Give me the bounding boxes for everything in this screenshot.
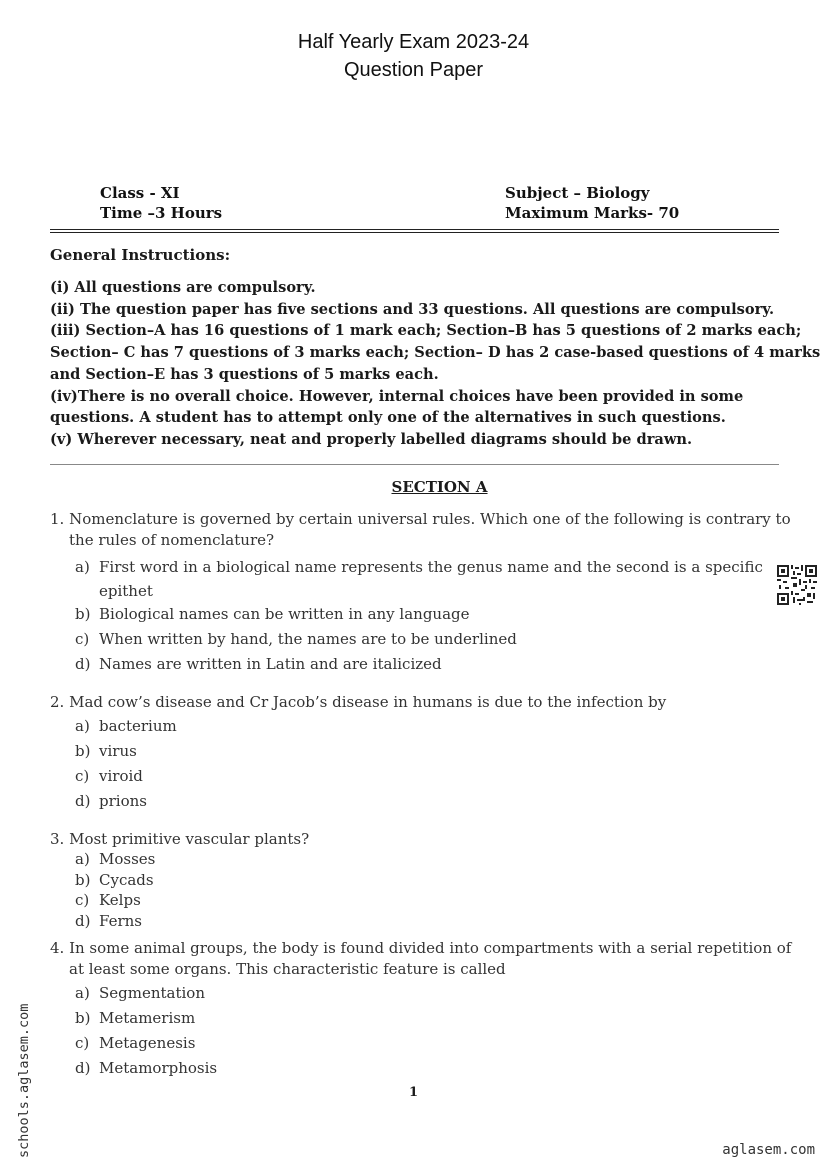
- option-label: a): [75, 984, 90, 1002]
- marks-label: Maximum Marks- 70: [505, 204, 680, 222]
- option-1b: [75, 605, 470, 623]
- option-text: bacterium: [99, 717, 177, 735]
- svg-text:schools.aglasem.com: schools.aglasem.com: [16, 1003, 32, 1158]
- option-text: Biological names can be written in any language: [99, 605, 470, 623]
- option-label: c): [75, 630, 90, 648]
- instruction-line: questions. A student has to attempt only one of the alternatives in such questions.: [50, 409, 726, 427]
- divider-top-1: [50, 229, 779, 230]
- class-label: Class - XI: [100, 184, 180, 202]
- option-label: b): [75, 605, 91, 623]
- option-4a: [75, 984, 205, 1002]
- instruction-line: (i) All questions are compulsory.: [50, 279, 316, 296]
- question-stem: 2. Mad cow’s disease and Cr Jacob’s disease in humans is due to the infection by: [50, 693, 667, 711]
- option-text-cont: epithet: [99, 582, 153, 600]
- option-text: Cycads: [99, 871, 154, 889]
- question-stem-cont: the rules of nomenclature?: [69, 531, 275, 549]
- instruction-line: (ii) The question paper has five sections and 33 questions. All questions are compulsory.: [50, 300, 775, 318]
- option-4d: [75, 1059, 217, 1077]
- option-1d: [75, 655, 442, 673]
- question-4: [50, 938, 791, 980]
- option-4c: [75, 1034, 195, 1052]
- page-number: 1: [408, 1085, 419, 1100]
- qr-code-icon: [777, 565, 817, 605]
- instruction-line: (iv)There is no overall choice. However, internal choices have been provided in some: [50, 387, 744, 405]
- option-2b: [75, 742, 137, 760]
- option-2c: [75, 767, 143, 785]
- subject-label: Subject – Biology: [505, 184, 650, 202]
- option-label: a): [75, 717, 90, 735]
- option-label: d): [75, 912, 91, 930]
- option-3a: [75, 850, 155, 868]
- divider-top-2: [50, 232, 779, 233]
- instruction-line: and Section–E has 3 questions of 5 marks each.: [50, 365, 439, 383]
- option-3d: [75, 912, 142, 930]
- question-stem: 3. Most primitive vascular plants?: [50, 830, 310, 848]
- option-label: c): [75, 891, 90, 909]
- instructions-title: General Instructions:: [50, 246, 231, 264]
- side-watermark: [14, 968, 32, 1158]
- option-text: Ferns: [99, 912, 142, 930]
- option-label: c): [75, 1034, 90, 1052]
- question-stem: 4. In some animal groups, the body is found divided into compartments with a serial repetition of: [50, 939, 792, 957]
- option-label: b): [75, 742, 91, 760]
- exam-title: Half Yearly Exam 2023-24: [297, 31, 530, 53]
- instruction-line: (v) Wherever necessary, neat and properly labelled diagrams should be drawn.: [50, 430, 693, 448]
- time-label: Time –3 Hours: [100, 204, 223, 222]
- option-text: prions: [99, 792, 147, 810]
- option-2d: [75, 792, 147, 810]
- option-4b: [75, 1009, 195, 1027]
- option-text: First word in a biological name represents the genus name and the second is a specific: [99, 558, 763, 576]
- option-text: Segmentation: [99, 984, 206, 1002]
- option-text: Mosses: [99, 850, 156, 868]
- question-stem-cont: at least some organs. This characteristic feature is called: [69, 960, 506, 978]
- option-label: c): [75, 767, 90, 785]
- option-label: b): [75, 871, 91, 889]
- option-label: d): [75, 1059, 91, 1077]
- option-1c: [75, 630, 517, 648]
- option-text: virus: [99, 742, 137, 760]
- option-2a: [75, 717, 177, 735]
- option-label: d): [75, 655, 91, 673]
- instruction-line: (iii) Section–A has 16 questions of 1 mark each; Section–B has 5 questions of 2 marks each;: [50, 322, 802, 340]
- option-text: Metamerism: [99, 1009, 196, 1027]
- option-label: b): [75, 1009, 91, 1027]
- option-text: Names are written in Latin and are italicized: [99, 655, 442, 673]
- instructions-list: [50, 277, 821, 451]
- question-3: [50, 829, 309, 850]
- option-text: Kelps: [99, 891, 141, 909]
- option-text: Metagenesis: [99, 1034, 196, 1052]
- option-3b: [75, 871, 154, 889]
- instruction-line: Section– C has 7 questions of 3 marks each; Section– D has 2 case-based questions of 4 marks: [50, 344, 821, 362]
- question-1: [50, 509, 791, 551]
- option-3c: [75, 891, 141, 909]
- divider-instructions: [50, 464, 779, 465]
- paper-subtitle: Question Paper: [344, 59, 483, 81]
- option-label: a): [75, 850, 90, 868]
- option-text: When written by hand, the names are to be underlined: [99, 630, 517, 648]
- bottom-watermark: aglasem.com: [722, 1142, 815, 1158]
- option-1a: [75, 555, 763, 603]
- option-text: viroid: [99, 767, 143, 785]
- section-heading: SECTION A: [391, 478, 488, 496]
- option-label: a): [75, 558, 90, 576]
- option-label: d): [75, 792, 91, 810]
- option-text: Metamorphosis: [99, 1059, 218, 1077]
- question-stem: 1. Nomenclature is governed by certain universal rules. Which one of the following is contrary to: [50, 510, 791, 528]
- question-2: [50, 692, 666, 713]
